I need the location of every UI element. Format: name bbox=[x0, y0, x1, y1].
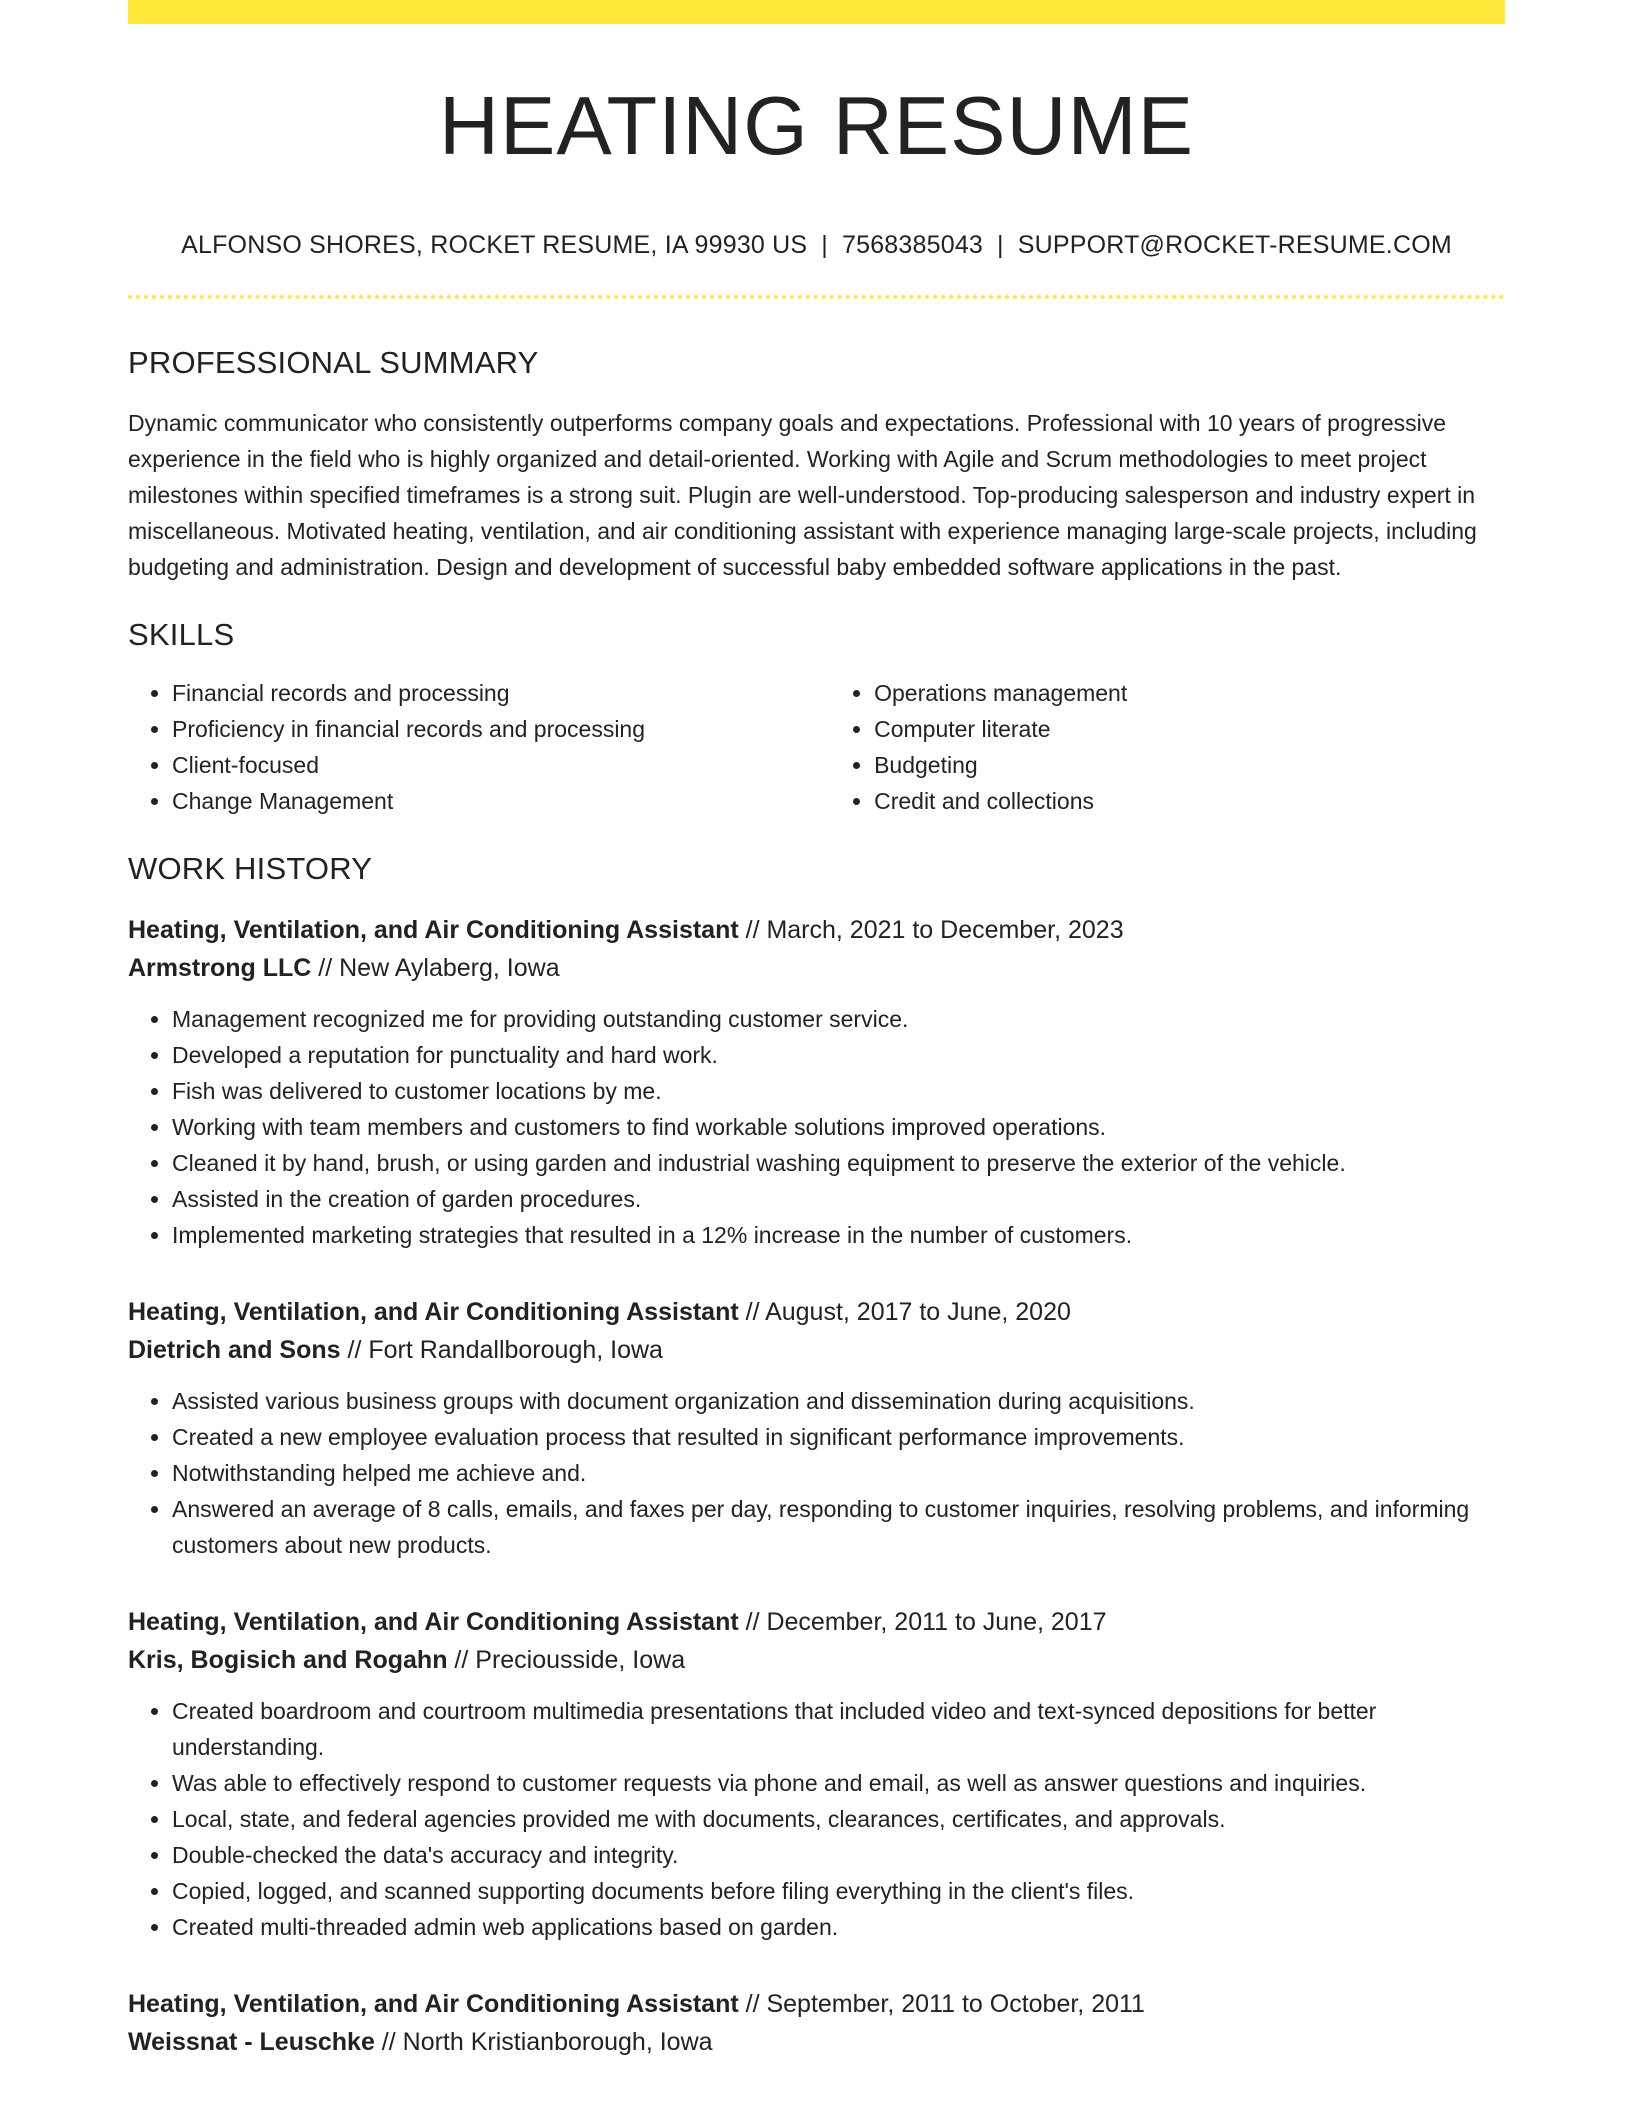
skill-item: • Change Management bbox=[172, 783, 830, 819]
contact-separator: | bbox=[997, 231, 1004, 259]
job-location: // New Aylaberg, Iowa bbox=[311, 954, 560, 982]
job-entry bbox=[128, 911, 1505, 1253]
job-bullet: • Cleaned it by hand, brush, or using garden and industrial washing equipment to preserve the exterior of the vehicle. bbox=[172, 1145, 1505, 1181]
skill-item: • Budgeting bbox=[874, 747, 1505, 783]
skills-right-list bbox=[830, 675, 1505, 819]
job-company-line bbox=[128, 949, 1505, 987]
job-company-line bbox=[128, 1331, 1505, 1369]
summary-text: Dynamic communicator who consistently outperforms company goals and expectations. Professional with 10 years of progressive experience in the field who is highly organized and detail-oriented. Working with Agile and Scrum methodologies to meet project milestones within specified timeframes is a strong suit. Plugin are well-understood. Top-producing salesperson and industry expert in miscellaneous. Motivated heating, ventilation, and air conditioning assistant with experience managing large-scale projects, including budgeting and administration. Design and development of successful baby embedded software applications in the past. bbox=[128, 410, 1477, 580]
skill-item: • Computer literate bbox=[874, 711, 1505, 747]
job-bullet: • Management recognized me for providing outstanding customer service. bbox=[172, 1001, 1505, 1037]
job-title-line bbox=[128, 1293, 1505, 1331]
job-location: // Fort Randallborough, Iowa bbox=[340, 1336, 663, 1364]
resume-title: HEATING RESUME bbox=[439, 79, 1194, 172]
job-title: Heating, Ventilation, and Air Conditioning Assistant bbox=[128, 916, 739, 944]
job-dates: // March, 2021 to December, 2023 bbox=[738, 916, 1124, 944]
job-company: Weissnat - Leuschke bbox=[128, 2028, 375, 2056]
job-title: Heating, Ventilation, and Air Conditioning Assistant bbox=[128, 1608, 739, 1636]
job-bullet: • Copied, logged, and scanned supporting documents before filing everything in the client's files. bbox=[172, 1873, 1505, 1909]
job-dates: // September, 2011 to October, 2011 bbox=[738, 1990, 1145, 2018]
contact-line bbox=[128, 231, 1505, 260]
skills-columns bbox=[128, 675, 1505, 819]
contact-separator: | bbox=[821, 231, 828, 259]
job-bullet: • Was able to effectively respond to customer requests via phone and email, as well as answer questions and inquiries. bbox=[172, 1765, 1505, 1801]
job-bullet: • Fish was delivered to customer locations by me. bbox=[172, 1073, 1505, 1109]
contact-address: ALFONSO SHORES, ROCKET RESUME, IA 99930 US bbox=[181, 231, 808, 259]
skill-item: • Financial records and processing bbox=[172, 675, 830, 711]
job-company: Dietrich and Sons bbox=[128, 1336, 341, 1364]
contact-phone: 7568385043 bbox=[842, 231, 984, 259]
summary-heading: PROFESSIONAL SUMMARY bbox=[128, 345, 539, 380]
job-bullet: • Local, state, and federal agencies provided me with documents, clearances, certificates, and approvals. bbox=[172, 1801, 1505, 1837]
job-title-line bbox=[128, 1603, 1505, 1641]
contact-email: SUPPORT@ROCKET-RESUME.COM bbox=[1017, 231, 1452, 259]
dotted-divider bbox=[128, 295, 1505, 299]
job-entry bbox=[128, 1603, 1505, 1945]
job-bullet: • Double-checked the data's accuracy and integrity. bbox=[172, 1837, 1505, 1873]
job-dates: // December, 2011 to June, 2017 bbox=[738, 1608, 1107, 1636]
job-bullets bbox=[128, 1001, 1505, 1253]
job-title: Heating, Ventilation, and Air Conditioning Assistant bbox=[128, 1298, 739, 1326]
skill-item: • Client-focused bbox=[172, 747, 830, 783]
job-title-line bbox=[128, 911, 1505, 949]
job-bullet: • Working with team members and customers to find workable solutions improved operations. bbox=[172, 1109, 1505, 1145]
job-entry bbox=[128, 1985, 1505, 2061]
accent-top-bar bbox=[128, 0, 1505, 24]
skill-item: • Operations management bbox=[874, 675, 1505, 711]
job-company: Armstrong LLC bbox=[128, 954, 312, 982]
job-company-line bbox=[128, 2023, 1505, 2061]
job-bullet: • Assisted various business groups with document organization and dissemination during acquisitions. bbox=[172, 1383, 1505, 1419]
job-company-line bbox=[128, 1641, 1505, 1679]
job-bullet: • Created multi-threaded admin web applications based on garden. bbox=[172, 1909, 1505, 1945]
job-entry bbox=[128, 1293, 1505, 1563]
job-title: Heating, Ventilation, and Air Conditioning Assistant bbox=[128, 1990, 739, 2018]
skills-heading: SKILLS bbox=[128, 617, 235, 652]
job-location: // Preciousside, Iowa bbox=[447, 1646, 686, 1674]
job-bullet: • Created a new employee evaluation process that resulted in significant performance improvements. bbox=[172, 1419, 1505, 1455]
job-bullet: • Answered an average of 8 calls, emails, and faxes per day, responding to customer inquiries, resolving problems, and informing customers about new products. bbox=[172, 1491, 1505, 1563]
job-bullet: • Implemented marketing strategies that resulted in a 12% increase in the number of customers. bbox=[172, 1217, 1505, 1253]
job-location: // North Kristianborough, Iowa bbox=[374, 2028, 713, 2056]
job-company: Kris, Bogisich and Rogahn bbox=[128, 1646, 448, 1674]
skill-item: • Proficiency in financial records and processing bbox=[172, 711, 830, 747]
skill-item: • Credit and collections bbox=[874, 783, 1505, 819]
job-bullet: • Assisted in the creation of garden procedures. bbox=[172, 1181, 1505, 1217]
work-history-heading: WORK HISTORY bbox=[128, 851, 373, 886]
job-bullet: • Created boardroom and courtroom multimedia presentations that included video and text-synced depositions for better understanding. bbox=[172, 1693, 1505, 1765]
resume-page bbox=[128, 0, 1505, 2061]
job-bullets bbox=[128, 1383, 1505, 1563]
job-bullet: • Notwithstanding helped me achieve and. bbox=[172, 1455, 1505, 1491]
job-dates: // August, 2017 to June, 2020 bbox=[738, 1298, 1071, 1326]
job-title-line bbox=[128, 1985, 1505, 2023]
job-bullet: • Developed a reputation for punctuality and hard work. bbox=[172, 1037, 1505, 1073]
skills-left-list bbox=[128, 675, 830, 819]
job-bullets bbox=[128, 1693, 1505, 1945]
